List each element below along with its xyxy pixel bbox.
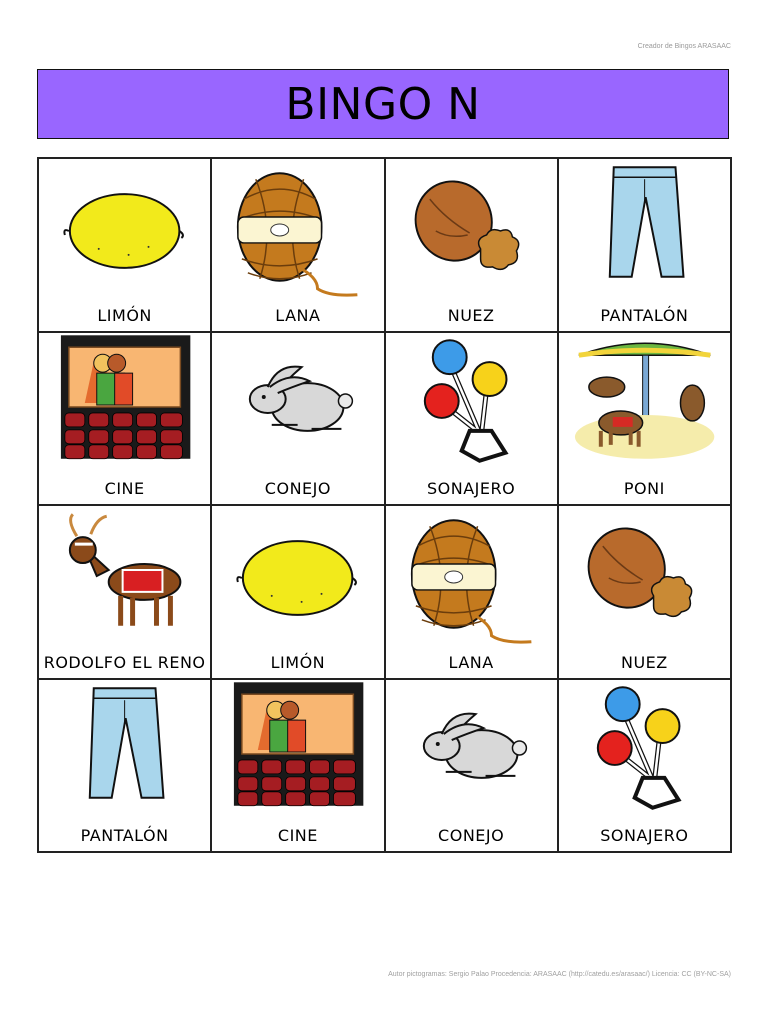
- cell-label: CINE: [277, 826, 318, 845]
- cell-picture: [559, 506, 730, 646]
- cell-label: LANA: [448, 652, 494, 672]
- bingo-cell: [558, 679, 731, 853]
- cell-picture: [212, 159, 383, 299]
- cell-picture: [39, 506, 210, 646]
- cell-label: NUEZ: [447, 305, 495, 325]
- cell-label: LIMÓN: [270, 652, 326, 672]
- cell-picture: [386, 159, 557, 299]
- reindeer-icon: [39, 506, 210, 646]
- cell-label: CONEJO: [438, 826, 505, 845]
- cell-label: CINE: [104, 479, 145, 498]
- rattle-icon: [559, 680, 730, 820]
- cell-picture: [212, 680, 383, 820]
- cell-picture: [559, 680, 730, 820]
- cell-label: LIMÓN: [97, 305, 152, 325]
- cell-label: PANTALÓN: [600, 305, 689, 325]
- yarn-ball-icon: [212, 159, 383, 299]
- cell-picture: [386, 333, 557, 473]
- bingo-cell: [211, 505, 384, 679]
- cinema-icon: [212, 680, 383, 820]
- cell-picture: [386, 506, 557, 646]
- bingo-cell: [38, 158, 211, 332]
- bingo-cell: [211, 679, 384, 853]
- bingo-grid: [37, 157, 732, 853]
- bingo-cell: [38, 332, 211, 506]
- cell-label: RODOLFO EL RENO: [43, 652, 206, 672]
- cell-label: NUEZ: [621, 652, 668, 672]
- cell-label: CONEJO: [264, 479, 331, 498]
- bingo-cell: [558, 158, 731, 332]
- bingo-cell: [38, 679, 211, 853]
- cell-label: SONAJERO: [427, 479, 516, 498]
- walnut-icon: [559, 506, 730, 646]
- bingo-cell: [385, 505, 558, 679]
- lemon-icon: [39, 159, 210, 299]
- cell-label: PANTALÓN: [80, 826, 169, 845]
- cell-picture: [212, 333, 383, 473]
- page-title: BINGO N: [285, 78, 481, 130]
- rabbit-icon: [386, 680, 557, 820]
- bingo-cell: [558, 505, 731, 679]
- bingo-cell: [211, 158, 384, 332]
- cell-picture: [39, 680, 210, 820]
- cell-picture: [39, 333, 210, 473]
- jeans-icon: [559, 159, 730, 299]
- cell-label: SONAJERO: [600, 826, 689, 845]
- cinema-icon: [39, 333, 210, 473]
- lemon-icon: [212, 506, 383, 646]
- cell-picture: [212, 506, 383, 646]
- footer-credit: Autor pictogramas: Sergio Palao Procedencia: ARASAAC (http://catedu.es/arasaac/) Licencia: CC (BY-NC-SA): [388, 971, 731, 978]
- cell-label: PONI: [623, 479, 665, 498]
- creator-note: Creador de Bingos ARASAAC: [637, 43, 731, 50]
- bingo-cell: [385, 679, 558, 853]
- pony-carousel-icon: [559, 333, 730, 473]
- cell-picture: [386, 680, 557, 820]
- cell-label: LANA: [275, 305, 321, 325]
- yarn-ball-icon: [386, 506, 557, 646]
- rabbit-icon: [212, 333, 383, 473]
- cell-picture: [39, 159, 210, 299]
- bingo-cell: [385, 158, 558, 332]
- rattle-icon: [386, 333, 557, 473]
- cell-picture: [559, 333, 730, 473]
- jeans-icon: [39, 680, 210, 820]
- bingo-cell: [38, 505, 211, 679]
- bingo-cell: [558, 332, 731, 506]
- bingo-cell: [211, 332, 384, 506]
- title-banner: [37, 69, 729, 139]
- bingo-cell: [385, 332, 558, 506]
- cell-picture: [559, 159, 730, 299]
- walnut-icon: [386, 159, 557, 299]
